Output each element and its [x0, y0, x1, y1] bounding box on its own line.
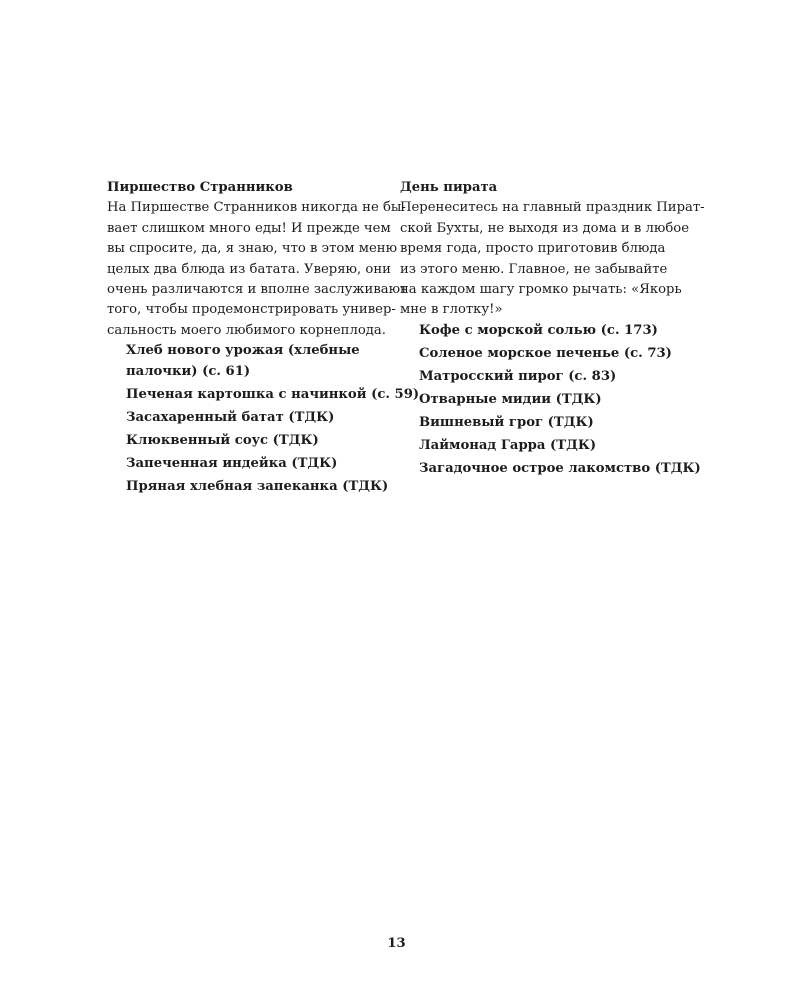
description-line: мне в глотку!»	[400, 302, 503, 318]
section-title: День пирата	[400, 180, 498, 195]
menu-item-line: Кофе с морской солью (с. 173)	[419, 322, 658, 338]
section-description	[400, 198, 705, 320]
menu-item-line: Отварные мидии (ТДК)	[419, 391, 602, 407]
left-column	[107, 178, 420, 500]
menu-item-line: Клюквенный соус (ТДК)	[126, 432, 319, 448]
menu-item-line: Хлеб нового урожая (хлебные	[126, 343, 360, 359]
menu-item	[419, 344, 680, 364]
menu-item	[126, 477, 387, 497]
menu-item	[126, 408, 387, 428]
menu-item-line: Печеная картошка с начинкой (с. 59)	[126, 386, 420, 402]
menu-item	[419, 367, 680, 387]
menu-item	[419, 390, 680, 410]
description-line: очень различаются и вполне заслуживают	[107, 282, 408, 298]
menu-item-line: Соленое морское печенье (с. 73)	[419, 345, 672, 361]
description-line: Перенеситесь на главный праздник Пират-	[400, 200, 705, 216]
menu-item	[126, 431, 387, 451]
menu-item	[126, 385, 420, 405]
description-line: целых два блюда из батата. Уверяю, они	[107, 261, 391, 277]
description-line: На Пиршестве Странников никогда не бы-	[107, 200, 406, 216]
menu-item-line: палочки) (с. 61)	[126, 363, 251, 379]
page-number: 13	[387, 936, 406, 951]
menu-item	[126, 341, 387, 382]
description-line: сальность моего любимого корнеплода.	[107, 322, 386, 338]
description-line: ской Бухты, не выходя из дома и в любое	[400, 220, 690, 236]
menu-item-line: Вишневый грог (ТДК)	[419, 414, 594, 430]
description-line: из этого меню. Главное, не забывайте	[400, 261, 668, 277]
section-description	[107, 198, 408, 341]
menu-item	[126, 454, 387, 474]
section-title: Пиршество Странников	[107, 180, 293, 195]
menu-item-line: Матросский пирог (с. 83)	[419, 368, 617, 384]
description-line: вы спросите, да, я знаю, что в этом меню	[107, 241, 398, 257]
menu-item-line: Лаймонад Гарра (ТДК)	[419, 437, 597, 453]
description-line: время года, просто приготовив блюда	[400, 241, 666, 257]
description-line: того, чтобы продемонстрировать универ-	[107, 302, 396, 318]
menu-item-line: Засахаренный батат (ТДК)	[126, 409, 335, 425]
description-line: вает слишком много еды! И прежде чем	[107, 220, 391, 236]
menu-item-line: Пряная хлебная запеканка (ТДК)	[126, 478, 389, 494]
menu-list	[400, 321, 701, 479]
menu-item	[419, 321, 680, 341]
menu-item	[419, 436, 680, 456]
menu-item-line: Запеченная индейка (ТДК)	[126, 455, 338, 471]
menu-item	[419, 459, 701, 479]
menu-list	[107, 341, 420, 497]
description-line: на каждом шагу громко рычать: «Якорь	[400, 282, 682, 298]
menu-item	[419, 413, 680, 433]
menu-item-line: Загадочное острое лакомство (ТДК)	[419, 460, 701, 476]
right-column	[400, 178, 705, 482]
